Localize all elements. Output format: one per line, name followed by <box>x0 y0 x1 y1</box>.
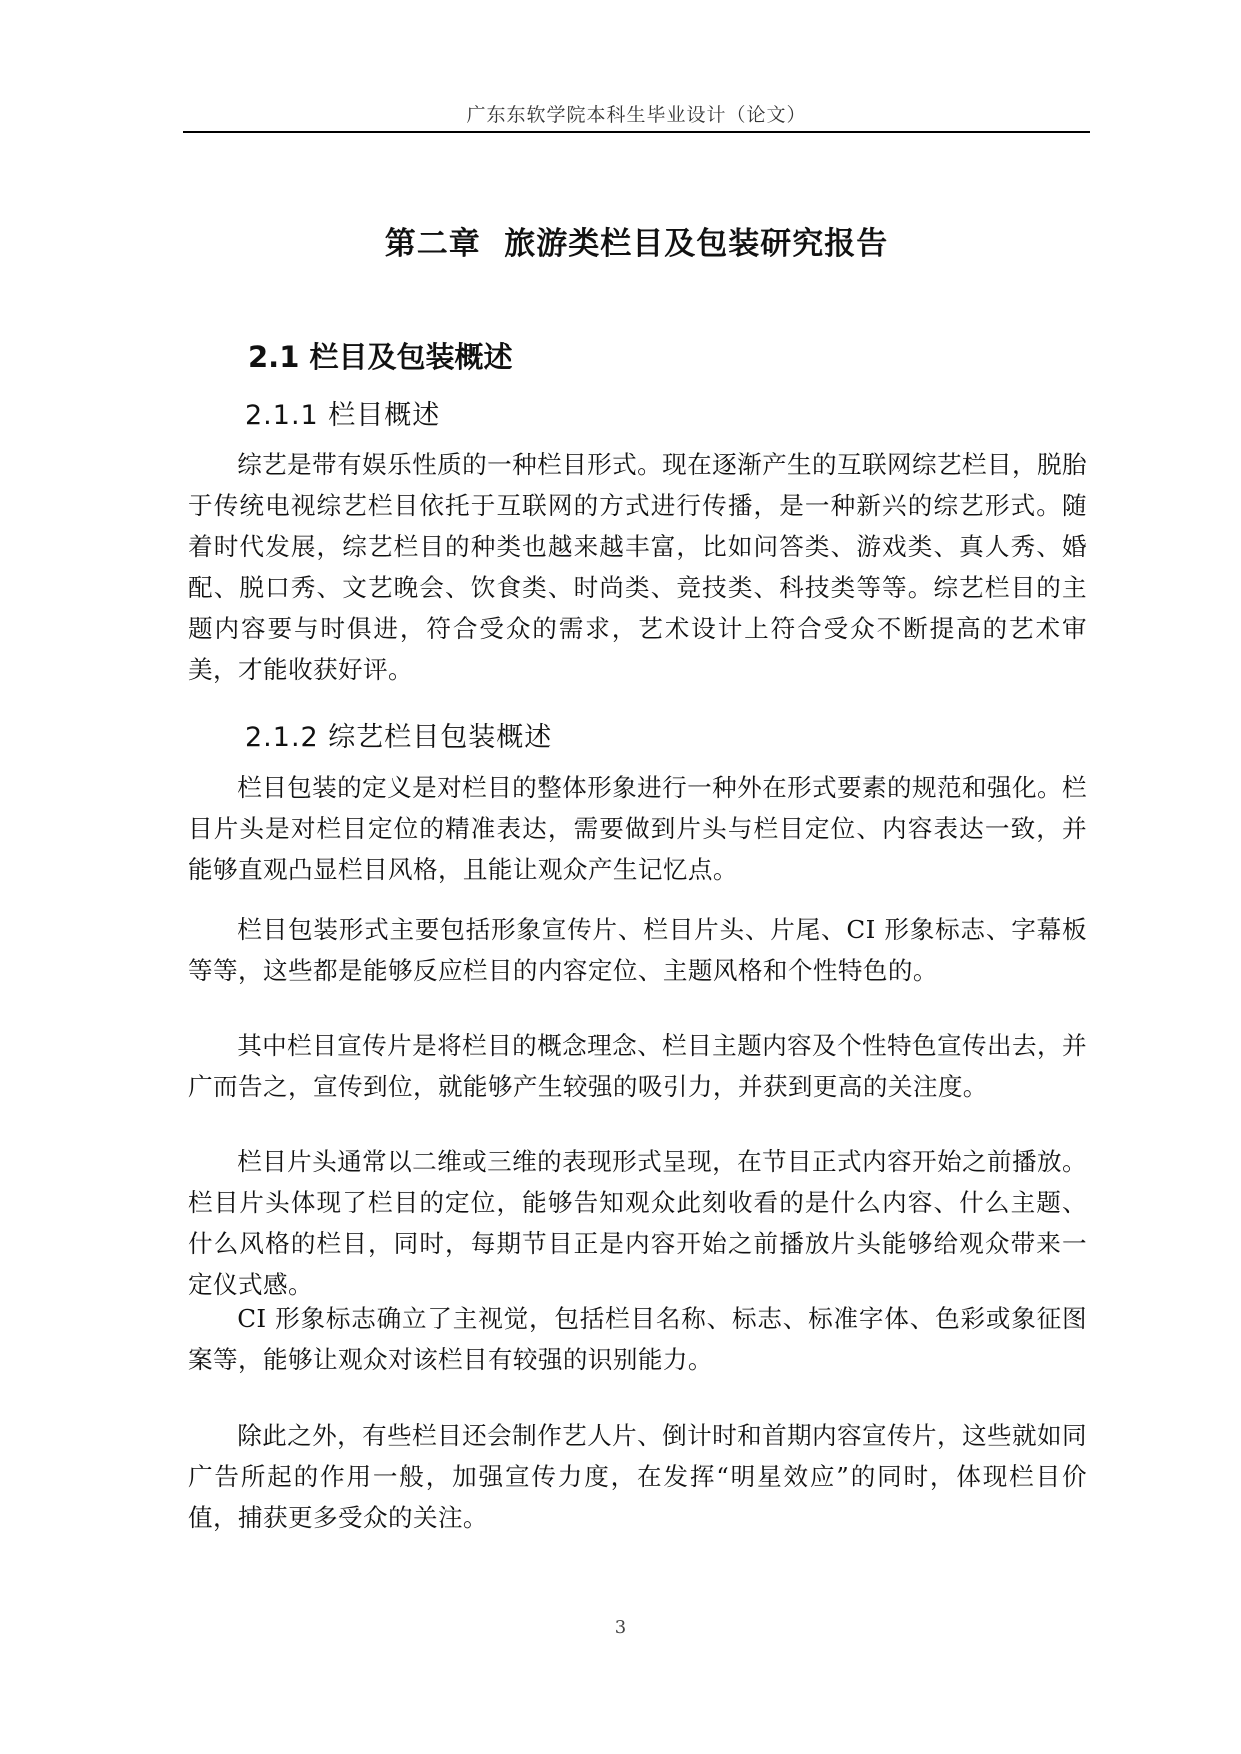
subsection-heading-packaging: 2.1.2 综艺栏目包装概述 <box>245 722 553 753</box>
body-paragraph: 栏目包装的定义是对栏目的整体形象进行一种外在形式要素的规范和强化。栏目片头是对栏目定位的精准表达，需要做到片头与栏目定位、内容表达一致，并能够直观凸显栏目风格，且能让观众产生记忆点。 <box>188 773 1087 884</box>
subsection-heading-overview: 2.1.1 栏目概述 <box>245 400 441 431</box>
chapter-title: 第二章 旅游类栏目及包装研究报告 <box>384 226 889 262</box>
body-paragraph: 综艺是带有娱乐性质的一种栏目形式。现在逐渐产生的互联网综艺栏目，脱胎于传统电视综艺栏目依托于互联网的方式进行传播，是一种新兴的综艺形式。随着时代发展，综艺栏目的种类也越来越丰富，比如问答类、游戏类、真人秀、婚配、脱口秀、文艺晚会、饮食类、时尚类、竞技类、科技类等等。综艺栏目的主题内容要与时俱进，符合受众的需求，艺术设计上符合受众不断提高的艺术审美，才能收获好评。 <box>188 450 1087 684</box>
body-paragraph: 除此之外，有些栏目还会制作艺人片、倒计时和首期内容宣传片，这些就如同广告所起的作用一般，加强宣传力度，在发挥“明星效应”的同时，体现栏目价值，捕获更多受众的关注。 <box>188 1421 1087 1532</box>
header-rule <box>183 131 1090 133</box>
section-heading: 2.1 栏目及包装概述 <box>248 340 513 374</box>
body-paragraph: CI 形象标志确立了主视觉，包括栏目名称、标志、标准字体、色彩或象征图案等，能够让观众对该栏目有较强的识别能力。 <box>188 1304 1087 1374</box>
page-number: 3 <box>614 1617 627 1638</box>
body-paragraph: 其中栏目宣传片是将栏目的概念理念、栏目主题内容及个性特色宣传出去，并广而告之，宣传到位，就能够产生较强的吸引力，并获到更高的关注度。 <box>188 1031 1087 1101</box>
body-paragraph: 栏目片头通常以二维或三维的表现形式呈现，在节目正式内容开始之前播放。栏目片头体现了栏目的定位，能够告知观众此刻收看的是什么内容、什么主题、什么风格的栏目，同时，每期节目正是内容开始之前播放片头能够给观众带来一定仪式感。 <box>188 1147 1087 1299</box>
body-paragraph: 栏目包装形式主要包括形象宣传片、栏目片头、片尾、CI 形象标志、字幕板等等，这些都是能够反应栏目的内容定位、主题风格和个性特色的。 <box>188 915 1087 985</box>
page-header: 广东东软学院本科生毕业设计（论文） <box>466 104 807 126</box>
